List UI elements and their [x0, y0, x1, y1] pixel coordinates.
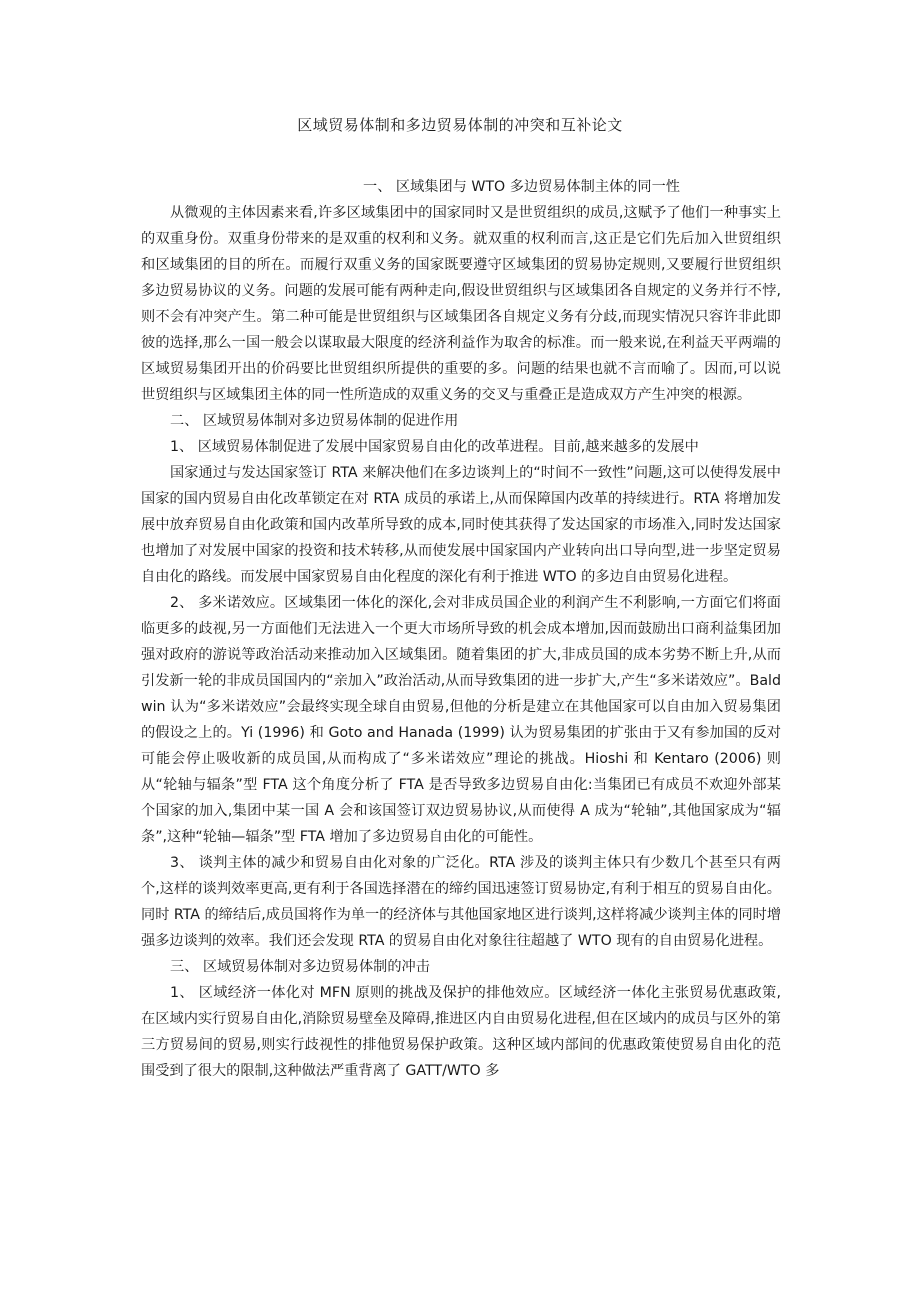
paragraph-lead: 1、 区域贸易体制促进了发展中国家贸易自由化的改革进程。目前,越来越多的发展中	[170, 439, 699, 455]
section-heading-2: 二、 区域贸易体制对多边贸易体制的促进作用	[170, 413, 459, 429]
section-heading-1: 一、 区域集团与 WTO 多边贸易体制主体的同一性	[363, 179, 680, 195]
document-body	[141, 174, 781, 1084]
section-heading-3: 三、 区域贸易体制对多边贸易体制的冲击	[170, 959, 430, 975]
paragraph: 从微观的主体因素来看,许多区域集团中的国家同时又是世贸组织的成员,这赋予了他们一种事实上的双重身份。双重身份带来的是双重的权利和义务。就双重的权利而言,这正是它们先后加入世贸组织和区域集团的目的所在。而履行双重义务的国家既要遵守区域集团的贸易协定规则,又要履行世贸组织多边贸易协议的义务。问题的发展可能有两种走向,假设世贸组织与区域集团各自规定的义务并行不悖,则不会有冲突产生。第二种可能是世贸组织与区域集团各自规定义务有分歧,而现实情况只容许非此即彼的选择,那么一国一般会以谋取最大限度的经济利益作为取舍的标准。而一般来说,在利益天平两端的区域贸易集团开出的价码要比世贸组织所提供的重要的多。问题的结果也就不言而喻了。因而,可以说世贸组织与区域集团主体的同一性所造成的双重义务的交叉与重叠正是造成双方产生冲突的根源。	[141, 205, 781, 403]
paragraph: 1、 区域经济一体化对 MFN 原则的挑战及保护的排他效应。区域经济一体化主张贸易优惠政策,在区域内实行贸易自由化,消除贸易壁垒及障碍,推进区内自由贸易化进程,但在区域内的成员与区外的第三方贸易间的贸易,则实行歧视性的排他贸易保护政策。这种区域内部间的优惠政策使贸易自由化的范围受到了很大的限制,这种做法严重背离了 GATT/WTO 多	[141, 985, 781, 1079]
document-title: 区域贸易体制和多边贸易体制的冲突和互补论文	[297, 116, 623, 134]
paragraph: 国家通过与发达国家签订 RTA 来解决他们在多边谈判上的“时间不一致性”问题,这可以使得发展中国家的国内贸易自由化改革锁定在对 RTA 成员的承诺上,从而保障国内改革的持续进行。RTA 将增加发展中放弃贸易自由化政策和国内改革所导致的成本,同时使其获得了发达国家的市场准入,同时发达国家也增加了对发展中国家的投资和技术转移,从而使发展中国家国内产业转向出口导向型,进一步坚定贸易自由化的路线。而发展中国家贸易自由化程度的深化有利于推进 WTO 的多边自由贸易化进程。	[141, 465, 781, 585]
paragraph: 3、 谈判主体的减少和贸易自由化对象的广泛化。RTA 涉及的谈判主体只有少数几个甚至只有两个,这样的谈判效率更高,更有利于各国选择潜在的缔约国迅速签订贸易协定,有利于相互的贸易自由化。同时 RTA 的缔结后,成员国将作为单一的经济体与其他国家地区进行谈判,这样将减少谈判主体的同时增强多边谈判的效率。我们还会发现 RTA 的贸易自由化对象往往超越了 WTO 现有的自由贸易化进程。	[141, 855, 782, 949]
paragraph: 2、 多米诺效应。区域集团一体化的深化,会对非成员国企业的利润产生不利影响,一方面它们将面临更多的歧视,另一方面他们无法进入一个更大市场所导致的机会成本增加,因而鼓励出口商利益集团加强对政府的游说等政治活动来推动加入区域集团。随着集团的扩大,非成员国的成本劣势不断上升,从而引发新一轮的非成员国国内的“亲加入”政治活动,从而导致集团的进一步扩大,产生“多米诺效应”。Baldwin 认为“多米诺效应”会最终实现全球自由贸易,但他的分析是建立在其他国家可以自由加入贸易集团的假设之上的。Yi (1996) 和 Goto and Hanada (1999) 认为贸易集团的扩张由于又有参加国的反对可能会停止吸收新的成员国,从而构成了“多米诺效应”理论的挑战。Hioshi 和 Kentaro (2006) 则从“轮轴与辐条”型 FTA 这个角度分析了 FTA 是否导致多边贸易自由化:当集团已有成员不欢迎外部某个国家的加入,集团中某一国 A 会和该国签订双边贸易协议,从而使得 A 成为“轮轴”,其他国家成为“辐条”,这种“轮轴—辐条”型 FTA 增加了多边贸易自由化的可能性。	[141, 595, 781, 845]
